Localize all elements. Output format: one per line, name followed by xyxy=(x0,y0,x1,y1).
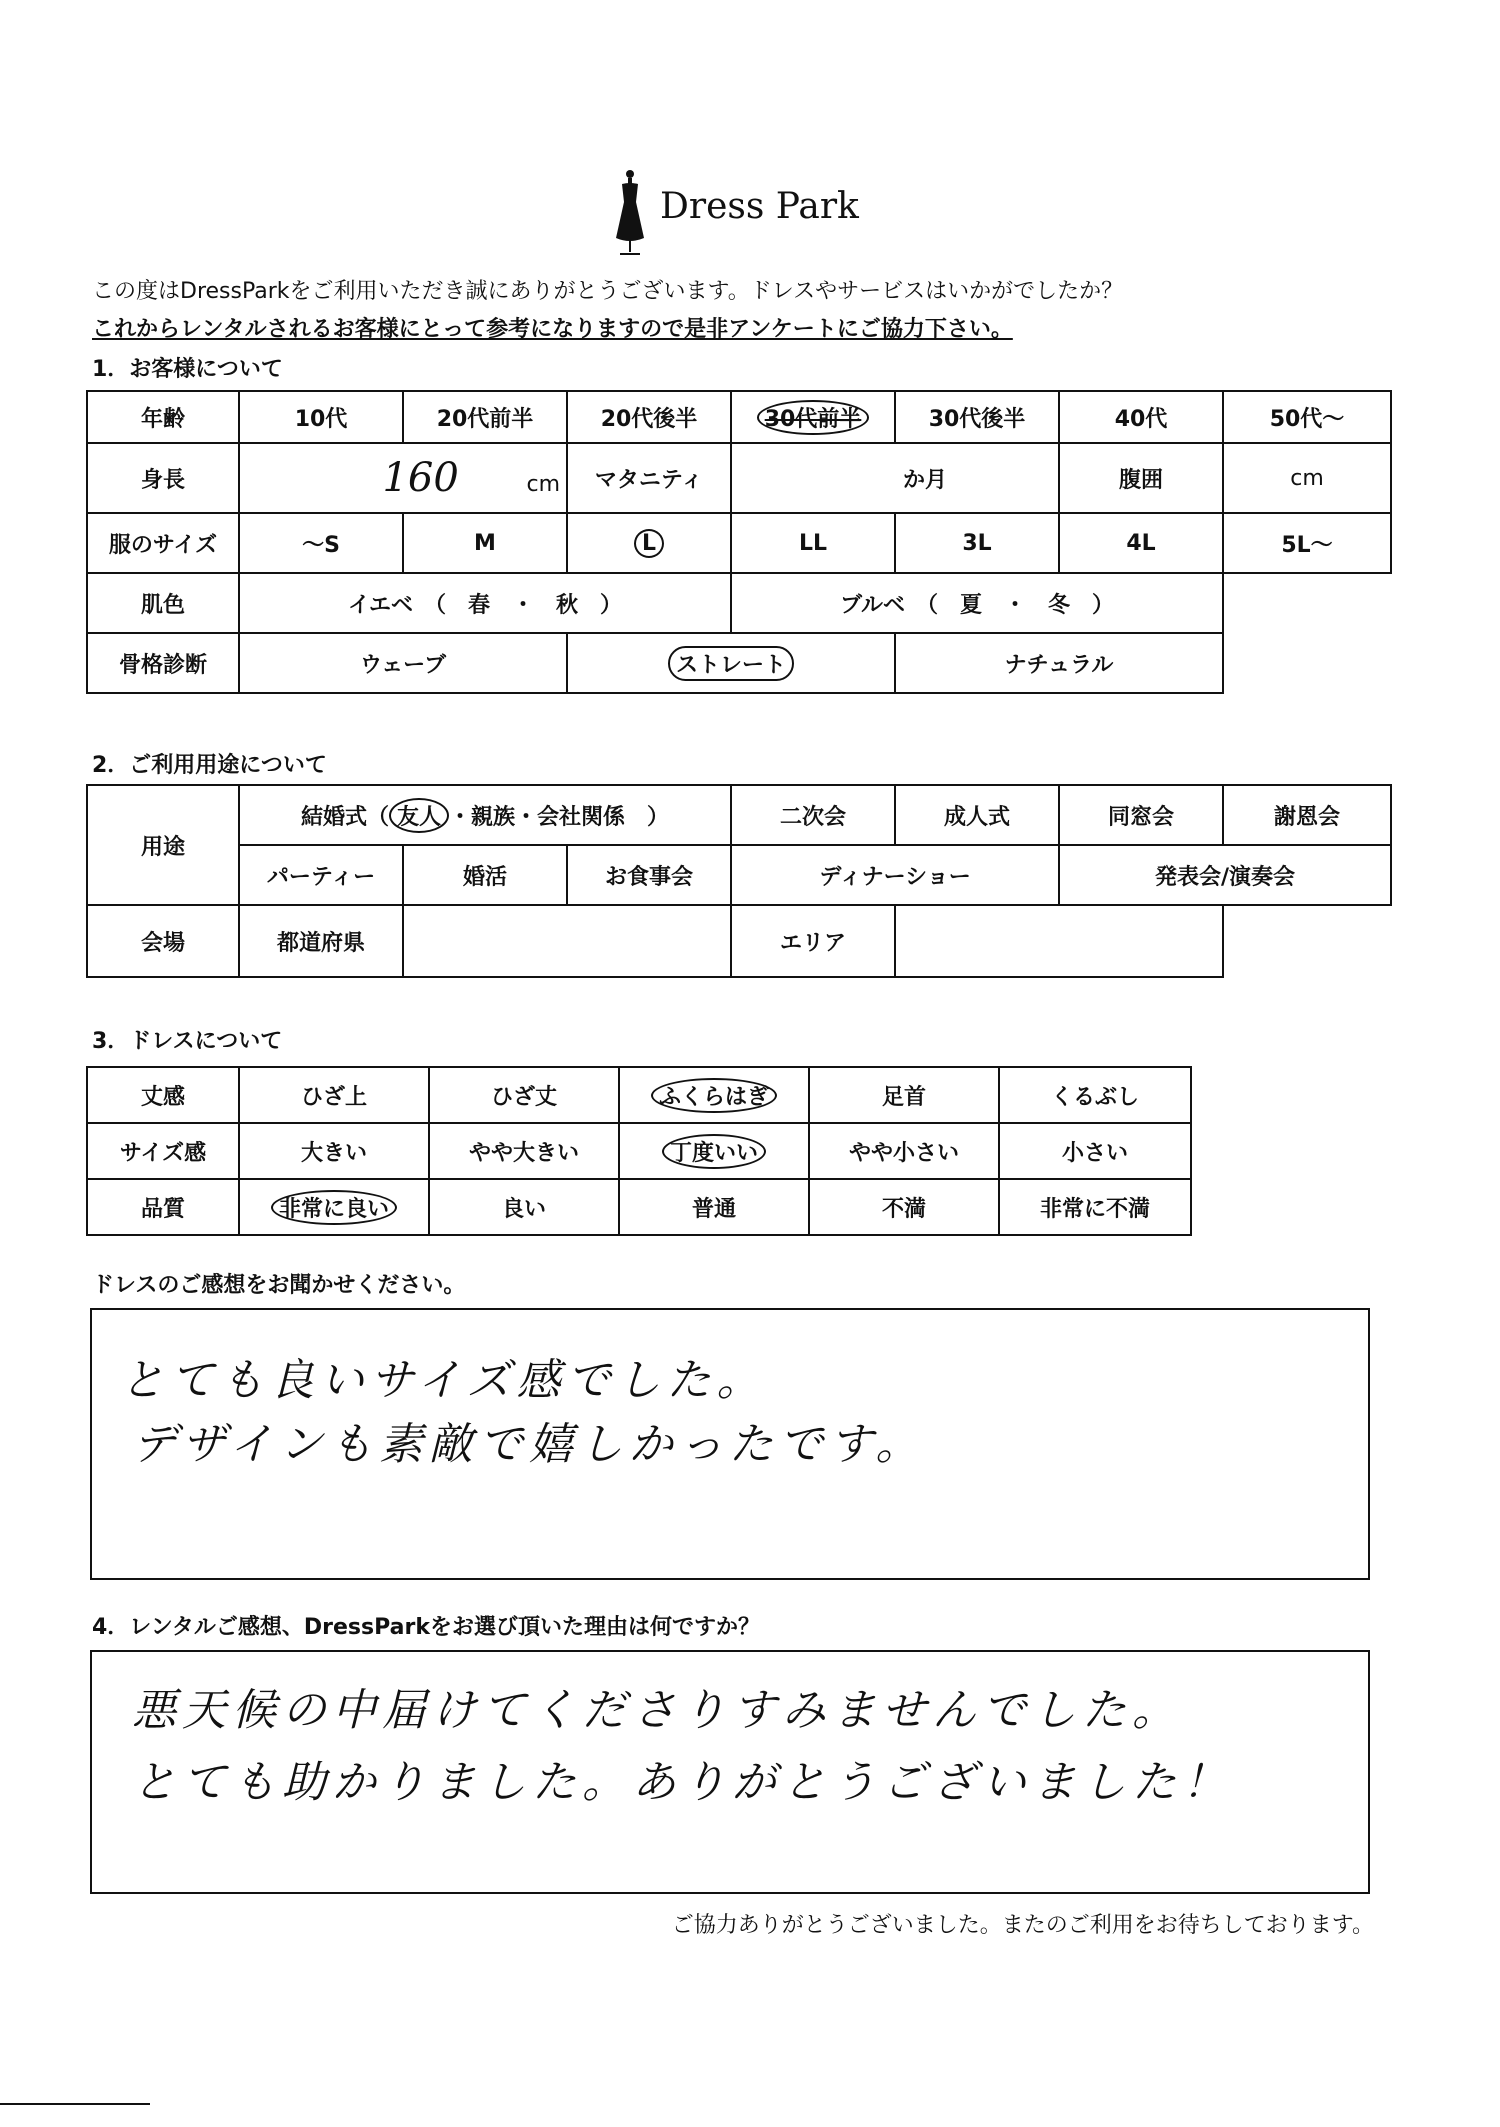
dresspark-logo xyxy=(608,168,908,258)
age-row xyxy=(87,391,1391,443)
blank-cell xyxy=(1223,573,1391,633)
age-option-selected[interactable] xyxy=(731,391,895,443)
quality-option[interactable]: 非常に不満 xyxy=(999,1179,1191,1235)
section3-title: 3．ドレスについて xyxy=(92,1029,283,1054)
blank-cell xyxy=(1223,633,1391,693)
size-option[interactable]: LL xyxy=(731,513,895,573)
size-row xyxy=(87,513,1391,573)
fit-option[interactable]: やや小さい xyxy=(809,1123,999,1179)
maternity-field[interactable] xyxy=(731,443,1059,513)
usage-row-2 xyxy=(87,845,1391,905)
skin-blue-option[interactable]: ブルベ （ 夏 ・ 冬 ） xyxy=(731,573,1223,633)
area-field[interactable] xyxy=(895,905,1223,977)
quality-row xyxy=(87,1179,1191,1235)
quality-selected-mark: 非常に良い xyxy=(271,1190,397,1225)
size-option-selected[interactable] xyxy=(567,513,731,573)
dress-form-icon xyxy=(608,168,652,258)
party-option[interactable]: パーティー xyxy=(239,845,403,905)
usage-row-1 xyxy=(87,785,1391,845)
fit-label: サイズ感 xyxy=(87,1123,239,1179)
length-option[interactable]: ひざ上 xyxy=(239,1067,429,1123)
dress-table xyxy=(86,1066,1192,1236)
quality-label: 品質 xyxy=(87,1179,239,1235)
length-option-selected[interactable] xyxy=(619,1067,809,1123)
closing-message: ご協力ありがとうございました。またのご利用をお待ちしております。 xyxy=(671,1913,1374,1938)
venue-row xyxy=(87,905,1391,977)
reunion-option[interactable]: 同窓会 xyxy=(1059,785,1223,845)
fit-option[interactable]: 小さい xyxy=(999,1123,1191,1179)
length-option[interactable]: くるぶし xyxy=(999,1067,1191,1123)
maternity-label: マタニティ xyxy=(567,443,731,513)
quality-option[interactable]: 不満 xyxy=(809,1179,999,1235)
frame-row xyxy=(87,633,1391,693)
size-option[interactable]: ～S xyxy=(239,513,403,573)
size-option[interactable]: 3L xyxy=(895,513,1059,573)
quality-option[interactable]: 良い xyxy=(429,1179,619,1235)
frame-natural-option[interactable]: ナチュラル xyxy=(895,633,1223,693)
quality-option-selected[interactable] xyxy=(239,1179,429,1235)
height-row xyxy=(87,443,1391,513)
frame-straight-option[interactable] xyxy=(567,633,895,693)
height-label: 身長 xyxy=(87,443,239,513)
size-selected-mark: L xyxy=(634,529,664,558)
thanks-party-option[interactable]: 謝恩会 xyxy=(1223,785,1391,845)
impression-prompt: ドレスのご感想をお聞かせください。 xyxy=(92,1273,466,1298)
section4-title: 4．レンタルご感想、DressParkをお選び頂いた理由は何ですか？ xyxy=(92,1615,760,1640)
frame-selected-mark: ストレート xyxy=(668,646,794,681)
age-option[interactable]: 20代後半 xyxy=(567,391,731,443)
age-option[interactable]: 30代後半 xyxy=(895,391,1059,443)
skin-row xyxy=(87,573,1391,633)
frame-label: 骨格診断 xyxy=(87,633,239,693)
maternity-unit: か月 xyxy=(902,467,947,493)
coming-of-age-option[interactable]: 成人式 xyxy=(895,785,1059,845)
after-party-option[interactable]: 二次会 xyxy=(731,785,895,845)
fit-option[interactable]: 大きい xyxy=(239,1123,429,1179)
fit-row xyxy=(87,1123,1191,1179)
length-option[interactable]: ひざ丈 xyxy=(429,1067,619,1123)
wedding-friend-mark: 友人 xyxy=(389,798,449,833)
footer-rule xyxy=(0,2103,150,2105)
size-option[interactable]: 5L～ xyxy=(1223,513,1391,573)
length-option[interactable]: 足首 xyxy=(809,1067,999,1123)
blank-cell xyxy=(1223,905,1391,977)
recital-option[interactable]: 発表会/演奏会 xyxy=(1059,845,1391,905)
intro-text: この度はDressParkをご利用いただき誠にありがとうございます。ドレスやサービスはいかがでしたか？ xyxy=(92,279,1124,304)
size-option[interactable]: M xyxy=(403,513,567,573)
age-option[interactable]: 20代前半 xyxy=(403,391,567,443)
wedding-option[interactable] xyxy=(239,785,731,845)
area-label: エリア xyxy=(731,905,895,977)
age-option[interactable]: 10代 xyxy=(239,391,403,443)
prefecture-label: 都道府県 xyxy=(239,905,403,977)
dinner-option[interactable]: お食事会 xyxy=(567,845,731,905)
waist-field[interactable] xyxy=(1223,443,1391,513)
waist-label: 腹囲 xyxy=(1059,443,1223,513)
height-field[interactable] xyxy=(239,443,567,513)
use-label: 用途 xyxy=(87,785,239,905)
frame-wave-option[interactable]: ウェーブ xyxy=(239,633,567,693)
age-label: 年齢 xyxy=(87,391,239,443)
reason-box[interactable] xyxy=(90,1650,1370,1894)
konkatsu-option[interactable]: 婚活 xyxy=(403,845,567,905)
size-option[interactable]: 4L xyxy=(1059,513,1223,573)
length-selected-mark: ふくらはぎ xyxy=(651,1078,777,1113)
section1-title: 1．お客様について xyxy=(92,357,283,382)
size-label: 服のサイズ xyxy=(87,513,239,573)
age-option[interactable]: 40代 xyxy=(1059,391,1223,443)
length-label: 丈感 xyxy=(87,1067,239,1123)
height-value: 160 xyxy=(382,455,459,501)
length-row xyxy=(87,1067,1191,1123)
customer-table xyxy=(86,390,1392,694)
prefecture-field[interactable] xyxy=(403,905,731,977)
impression-box[interactable] xyxy=(90,1308,1370,1580)
intro-request: これからレンタルされるお客様にとって参考になりますので是非アンケートにご協力下さい。 xyxy=(92,317,1013,342)
wedding-prefix: 結婚式（ xyxy=(300,804,389,830)
impression-line-2: デザインも素敵で嬉しかったです。 xyxy=(132,1419,926,1470)
dinner-show-option[interactable]: ディナーショー xyxy=(731,845,1059,905)
quality-option[interactable]: 普通 xyxy=(619,1179,809,1235)
fit-selected-mark: 丁度いい xyxy=(662,1134,766,1169)
reason-line-2: とても助かりました。ありがとうございました！ xyxy=(132,1757,1232,1808)
skin-yellow-option[interactable]: イエベ （ 春 ・ 秋 ） xyxy=(239,573,731,633)
height-unit: cm xyxy=(526,472,560,497)
reason-line-1: 悪天候の中届けてくださりすみませんでした。 xyxy=(132,1685,1182,1736)
usage-table xyxy=(86,784,1392,978)
brand-name: Dress Park xyxy=(660,186,859,227)
age-option[interactable]: 50代～ xyxy=(1223,391,1391,443)
waist-unit: cm xyxy=(1290,465,1324,491)
fit-option-selected[interactable] xyxy=(619,1123,809,1179)
venue-label: 会場 xyxy=(87,905,239,977)
fit-option[interactable]: やや大きい xyxy=(429,1123,619,1179)
wedding-suffix: ・親族・会社関係 ） xyxy=(449,804,670,830)
section2-title: 2．ご利用用途について xyxy=(92,753,327,778)
impression-line-1: とても良いサイズ感でした。 xyxy=(120,1355,767,1406)
age-selected-mark: 30代前半 xyxy=(757,400,870,435)
skin-label: 肌色 xyxy=(87,573,239,633)
